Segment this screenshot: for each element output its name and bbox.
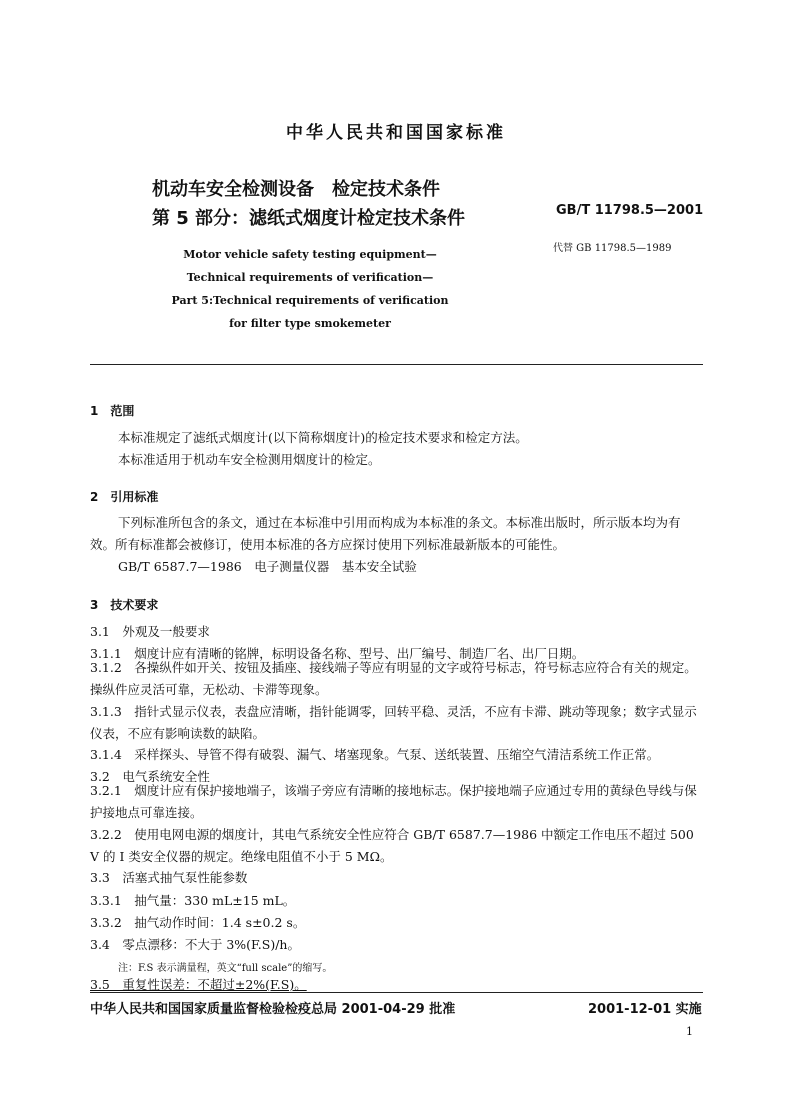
implementation-date: 2001-12-01 实施 [588,1002,702,1017]
title-en-line-2: Technical requirements of verification— [186,271,434,284]
standard-code: GB/T 11798.5—2001 [556,203,704,218]
clause-3-2: 3.2 电气系统安全性 [90,769,210,784]
clause-3-1-3: 3.1.3 指针式显示仪表，表盘应清晰，指针能调零，回转平稳、灵活，不应有卡滞、跳动等现象；数字式显示仪表，不应有影响读数的缺陷。 [90,704,697,741]
clause-3-1-2: 3.1.2 各操纵件如开关、按钮及插座、接线端子等应有明显的文字或符号标志，符号标志应符合有关的规定。操纵件应灵活可靠，无松动、卡滞等现象。 [90,660,697,697]
section-2-heading: 2 引用标准 [90,490,159,504]
clause-3-1-4: 3.1.4 采样探头、导管不得有破裂、漏气、堵塞现象。气泵、送纸装置、压缩空气清洁系统工作正常。 [90,747,660,762]
clause-3-3-1: 3.3.1 抽气量：330 mL±15 mL。 [90,893,296,908]
section-3-heading: 3 技术要求 [90,598,159,612]
clause-3-2-2: 3.2.2 使用电网电源的烟度计，其电气系统安全性应符合 GB/T 6587.7—1986 中额定工作电压不超过 500 V 的 I 类安全仪器的规定。绝缘电阻值不小于 5 MΩ。 [90,827,694,864]
clause-3-3-2: 3.3.2 抽气动作时间：1.4 s±0.2 s。 [90,915,306,930]
clause-3-3: 3.3 活塞式抽气泵性能参数 [90,870,248,885]
section-1-heading: 1 范围 [90,404,135,418]
title-cn-line-2: 第 5 部分：滤纸式烟度计检定技术条件 [152,208,466,229]
title-en-line-4: for filter type smokemeter [229,317,391,330]
clause-3-2-1: 3.2.1 烟度计应有保护接地端子，该端子旁应有清晰的接地标志。保护接地端子应通过专用的黄绿色导线与保护接地点可靠连接。 [90,783,697,820]
note-fs: 注：F.S 表示满量程，英文“full scale”的缩写。 [118,963,333,974]
header-divider [90,364,703,365]
section-1-para-1: 本标准规定了滤纸式烟度计(以下简称烟度计)的检定技术要求和检定方法。 [118,430,528,445]
section-1-para-2: 本标准适用于机动车安全检测用烟度计的检定。 [118,452,381,467]
document-org-header: 中华人民共和国国家标准 [286,123,506,143]
footer-divider [90,992,703,993]
clause-3-1: 3.1 外观及一般要求 [90,624,210,639]
title-cn-line-1: 机动车安全检测设备 检定技术条件 [152,179,440,200]
title-en-line-3: Part 5:Technical requirements of verification [171,294,449,307]
replaces-note: 代替 GB 11798.5—1989 [553,243,672,254]
approval-line: 中华人民共和国国家质量监督检验检疫总局 2001-04-29 批准 [90,1002,456,1017]
section-2-reference: GB/T 6587.7—1986 电子测量仪器 基本安全试验 [118,559,417,574]
clause-3-5: 3.5 重复性误差：不超过±2%(F.S)。 [90,977,307,992]
title-en-line-1: Motor vehicle safety testing equipment— [183,248,437,261]
page-number: 1 [686,1025,693,1038]
section-2-para-1: 下列标准所包含的条文，通过在本标准中引用而构成为本标准的条文。本标准出版时，所示版本均为有效。所有标准都会被修订，使用本标准的各方应探讨使用下列标准最新版本的可能性。 [90,515,681,552]
clause-3-1-1: 3.1.1 烟度计应有清晰的铭牌，标明设备名称、型号、出厂编号、制造厂名、出厂日期。 [90,646,585,661]
clause-3-4: 3.4 零点漂移：不大于 3%(F.S)/h。 [90,937,300,952]
